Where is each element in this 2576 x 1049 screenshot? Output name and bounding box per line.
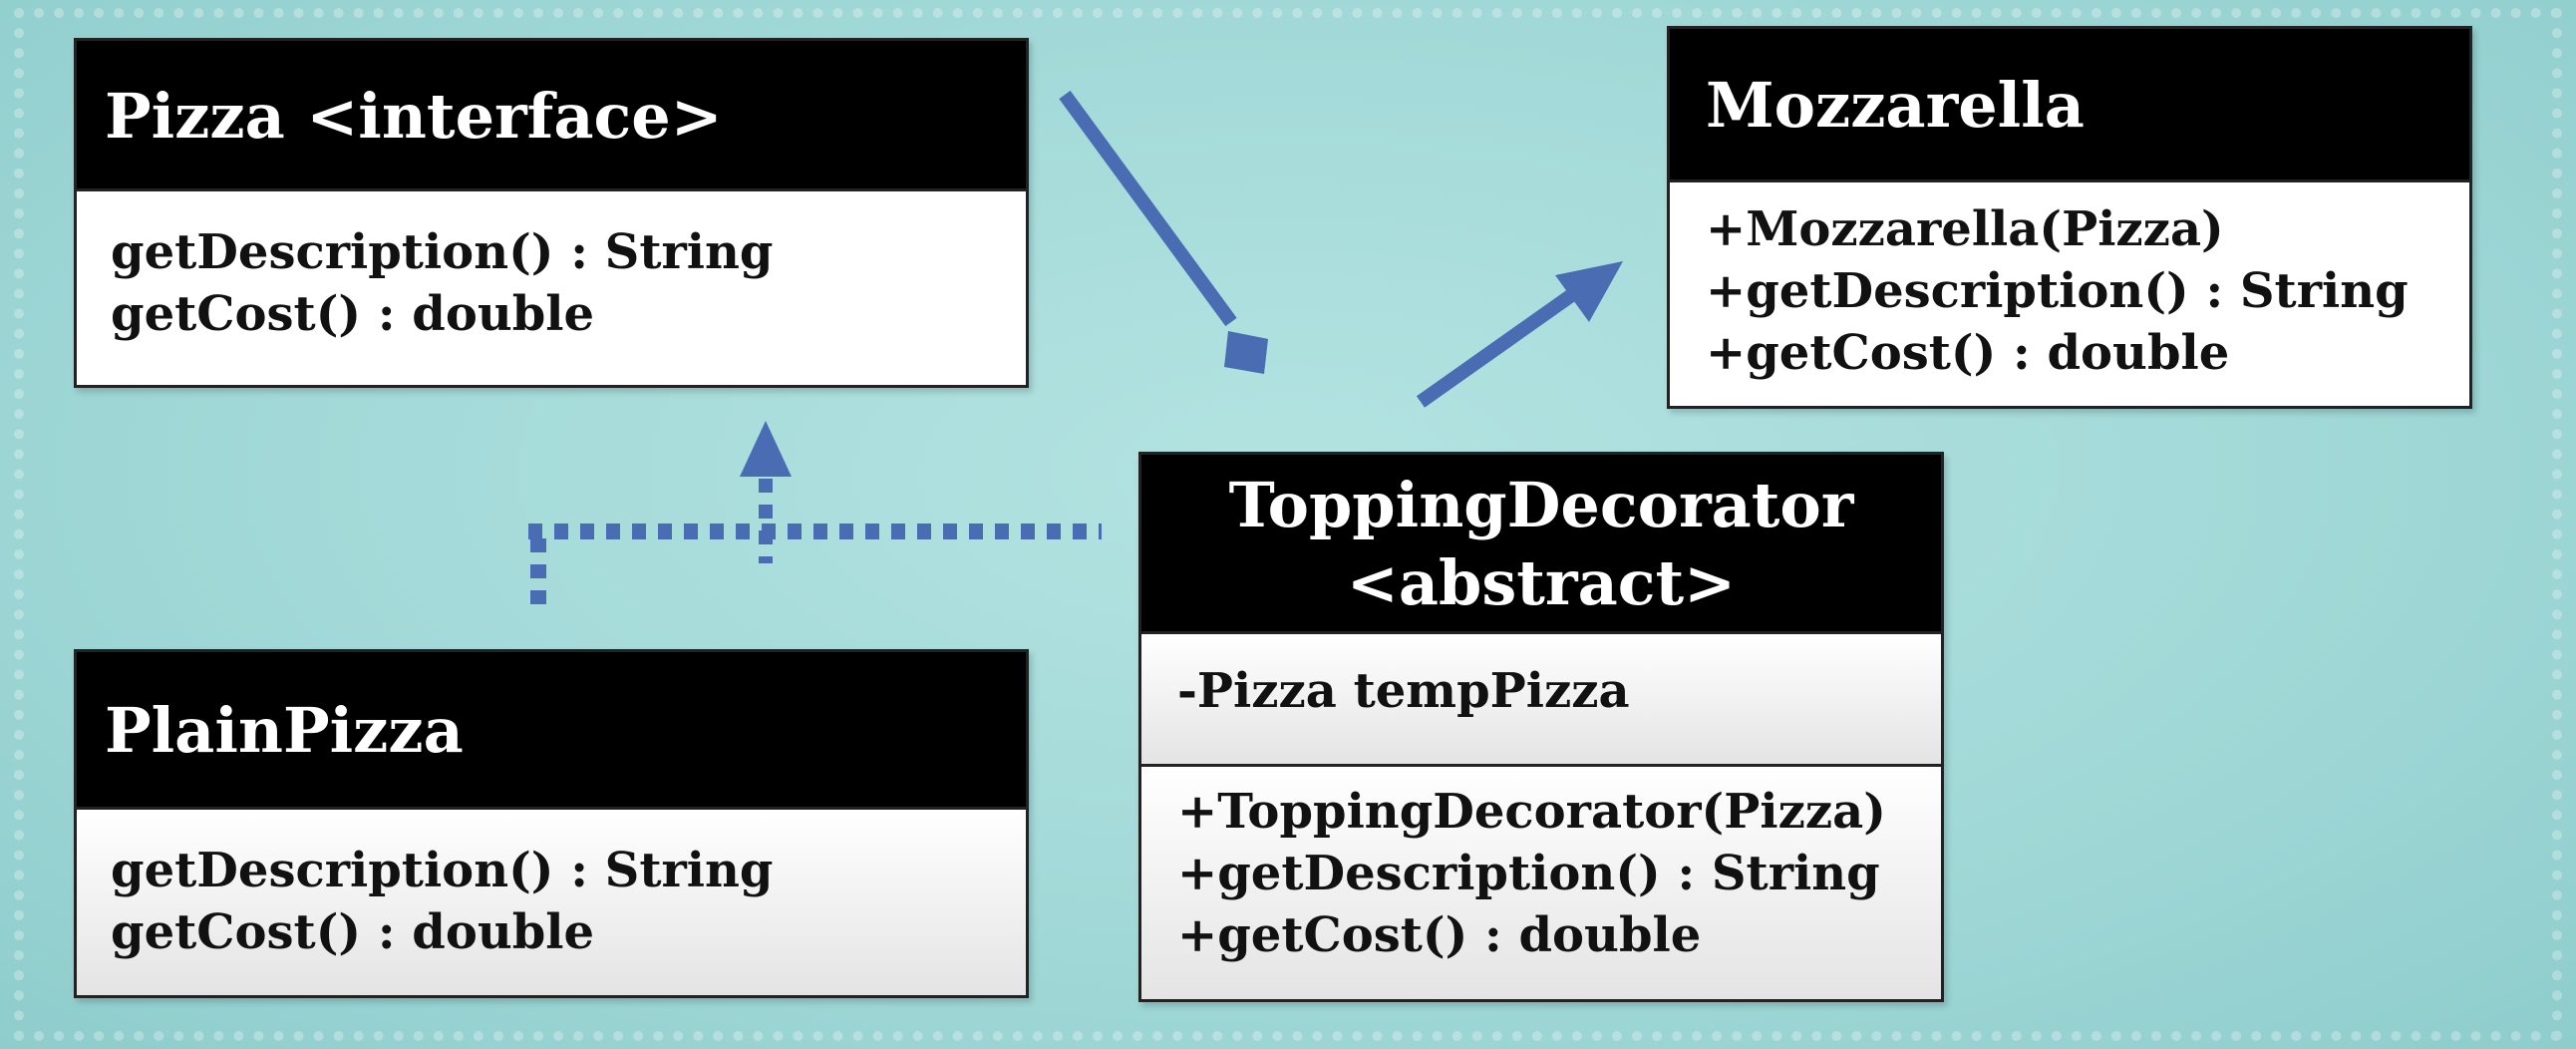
class-mozzarella-methods [1670,182,2469,384]
class-pizza-methods [77,191,1026,345]
attribute-line: -Pizza tempPizza [1177,663,1630,719]
class-topping-decorator-title: ToppingDecorator [1228,469,1854,541]
method-line: +Mozzarella(Pizza) [1706,201,2224,257]
method-line: getCost() : double [111,286,595,342]
method-line: getCost() : double [111,904,595,960]
method-line: getDescription() : String [111,224,774,280]
class-plain-pizza-methods [77,810,1026,995]
class-topping-decorator-attributes [1141,634,1941,767]
realization-arrowhead [740,421,792,477]
method-line: +getCost() : double [1706,325,2230,381]
class-mozzarella-header [1670,29,2469,182]
method-line: +getDescription() : String [1706,263,2409,319]
method-line: +ToppingDecorator(Pizza) [1177,784,1886,840]
association-line [1421,289,1580,402]
class-pizza-header [77,41,1026,191]
aggregation-line [1065,95,1231,322]
method-line: +getCost() : double [1177,907,1702,963]
method-line: +getDescription() : String [1177,846,1880,901]
class-topping-decorator-stereotype: <abstract> [1346,546,1737,619]
class-topping-decorator-methods [1141,767,1941,999]
aggregation-diamond [1224,331,1268,374]
class-pizza-title: Pizza <interface> [105,80,723,153]
method-line: getDescription() : String [111,843,774,898]
class-mozzarella-title: Mozzarella [1706,69,2085,142]
class-plain-pizza-header [77,652,1026,810]
class-topping-decorator-header [1141,455,1941,634]
class-plain-pizza-title: PlainPizza [105,694,464,767]
class-plain-pizza [74,649,1029,998]
class-pizza [74,38,1029,388]
class-mozzarella [1667,26,2472,409]
class-topping-decorator [1138,452,1944,1002]
